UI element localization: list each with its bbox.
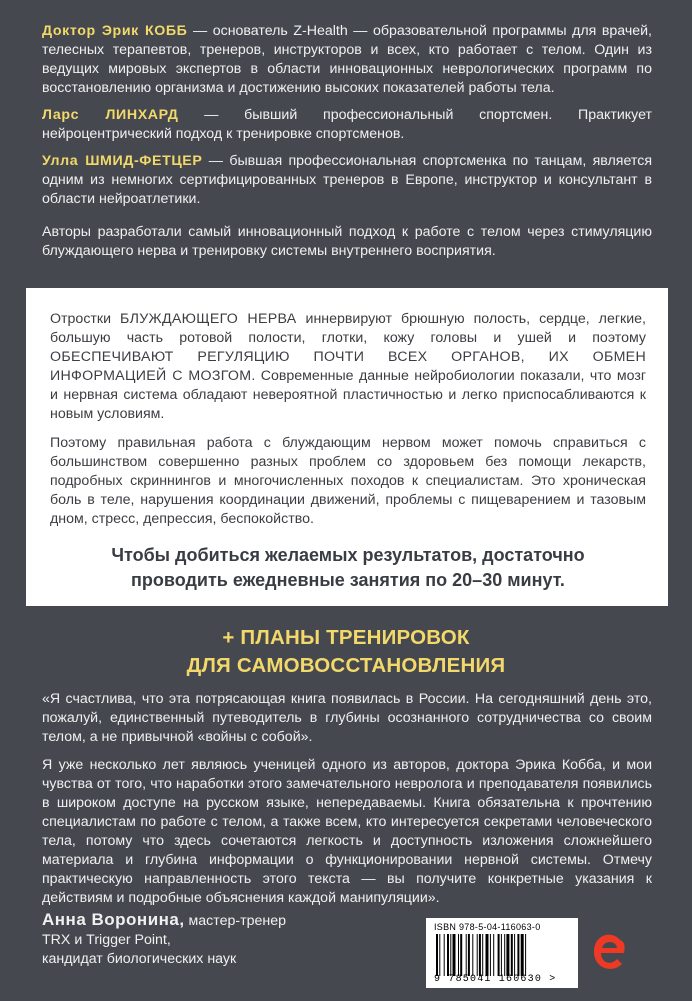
vagus-info-box <box>26 288 668 606</box>
barcode-bar <box>450 934 451 976</box>
review-quote <box>42 690 652 917</box>
box-highlight <box>50 543 646 593</box>
barcode-digits: 9 785041 160630 > <box>434 974 557 985</box>
intro-text: Авторы разработали самый инновационный подход к работе с телом через стимуляцию блуждающего нерва и тренировку системы внутреннего восприятия. <box>42 224 652 259</box>
quote-paragraph-1: «Я счастлива, что эта потрясающая книга появилась в России. На сегодняшний день это, пожалуй, единственный путеводитель в глубины осознанного сотрудничества со своим телом, а не привычной «войны с собой». <box>42 691 652 745</box>
author-schmid-fetzer <box>42 152 652 209</box>
author-cobb <box>42 22 652 98</box>
barcode-bar <box>490 934 491 976</box>
quote-paragraph-2: Я уже несколько лет являюсь ученицей одного из авторов, доктора Эрика Кобба, и мои чувства от того, что наработки этого замечательного невролога и преподавателя появились в широком доступе на русском языке, непередаваемы. Книга обязательна к прочтению специалистам по работе с телом, а также всем, кто интересуется секретами человеческого тела, потому что здесь сочетаются легкость и доступность изложения сложнейшего материала и глубина информации о функционировании нервной системы. Отмечу практическую направленность этого текста — вы получите конкретные указания к действиям и подробные объяснения каждой манипуляции». <box>42 757 652 906</box>
author-name: Ларс ЛИНХАРД <box>42 107 179 123</box>
text-run: Отростки <box>50 311 121 327</box>
signature-line-1 <box>42 910 286 931</box>
barcode-bar <box>521 934 524 976</box>
plans-heading <box>0 624 692 680</box>
caps-run: БЛУЖДАЮЩЕГО НЕРВА <box>120 311 297 327</box>
author-name: Улла ШМИД-ФЕТЦЕР <box>42 153 203 169</box>
author-bio: — бывший профессиональный спортсмен. Практикует нейроцентрический подход к тренировке спортсменов. <box>42 107 652 142</box>
box-paragraph-2: Поэтому правильная работа с блуждающим нервом может помочь справиться с большинством совершенно разных проблем со здоровьем без помощи лекарств, подробных скриннингов и многочисленных походов к специалистам. Это хроническая боль в теле, нарушения координации движений, проблемы с пищеварением и тазовым дном, стресс, депрессия, беспокойство. <box>50 435 646 527</box>
author-linhard <box>42 106 652 144</box>
barcode-bar <box>479 934 481 976</box>
barcode-bar <box>477 934 478 976</box>
text-run: . Современные данные нейробиологии показали, что мозг и нервная система обладают невероятной пластичностью и легко приспосабливаются к новым условиям. <box>50 368 646 422</box>
barcode-bar <box>517 934 519 976</box>
plans-line-1: + ПЛАНЫ ТРЕНИРОВОК <box>222 626 470 649</box>
barcode-bar <box>458 934 459 976</box>
authors-section <box>42 22 652 261</box>
signature-role: мастер-тренер <box>184 913 287 929</box>
barcode-bar <box>439 934 440 976</box>
barcode-bar <box>460 934 462 976</box>
barcode-bar <box>482 934 483 976</box>
barcode-bars <box>434 934 568 976</box>
quote-signature <box>42 910 286 969</box>
author-bio: — основатель Z-Health — образовательной программы для врачей, телесных терапевтов, тренеров, инструкторов и всех, кто работает с телом. Один из ведущих мировых экспертов в области инновационных неврологических программ по восстановлению организма и достижению высоких показателей работы тела. <box>42 23 652 96</box>
barcode-bar <box>498 934 500 976</box>
text-run: иннервируют брюшную полость, сердце, легкие, большую часть ротовой полости, глотки, кожу головы и ушей и поэтому <box>50 311 646 346</box>
barcode-bar <box>466 934 467 976</box>
barcode <box>426 918 578 988</box>
barcode-bar <box>501 934 502 976</box>
barcode-bar <box>504 934 505 976</box>
caps-run: ОБЕСПЕЧИВАЮТ РЕГУЛЯЦИЮ ПОЧТИ ВСЕХ ОРГАНОВ, ИХ ОБМЕН ИНФОРМАЦИЕЙ С МОЗГОМ <box>50 349 646 384</box>
signature-line-3: кандидат биологических наук <box>42 951 237 967</box>
barcode-bar <box>468 934 470 976</box>
signature-line-2: TRX и Trigger Point, <box>42 932 171 948</box>
highlight-line-2: проводить ежедневные занятия по 20–30 минут. <box>131 570 565 590</box>
barcode-bar <box>493 934 494 976</box>
plans-line-2: ДЛЯ САМОВОССТАНОВЛЕНИЯ <box>186 654 506 677</box>
eksmo-logo-icon <box>590 928 630 978</box>
barcode-bar <box>436 934 438 976</box>
author-name: Доктор Эрик КОББ <box>42 23 188 39</box>
box-paragraph-1 <box>50 310 646 424</box>
barcode-bar <box>447 934 449 976</box>
barcode-bar <box>472 934 473 976</box>
barcode-bar <box>525 934 526 976</box>
barcode-bar <box>506 934 509 976</box>
signature-name: Анна Воронина, <box>42 910 185 929</box>
barcode-bar <box>511 934 513 976</box>
barcode-bar <box>444 934 445 976</box>
isbn-label: ISBN 978-5-04-116063-0 <box>434 922 541 932</box>
barcode-bar <box>514 934 515 976</box>
highlight-line-1: Чтобы добиться желаемых результатов, достаточно <box>111 545 585 565</box>
barcode-bar <box>453 934 456 976</box>
author-bio: — бывшая профессиональная спортсменка по танцам, является одним из немногих сертифицированных тренеров в Европе, инструктор и консультант в области нейроатлетики. <box>42 153 652 207</box>
barcode-bar <box>486 934 489 976</box>
